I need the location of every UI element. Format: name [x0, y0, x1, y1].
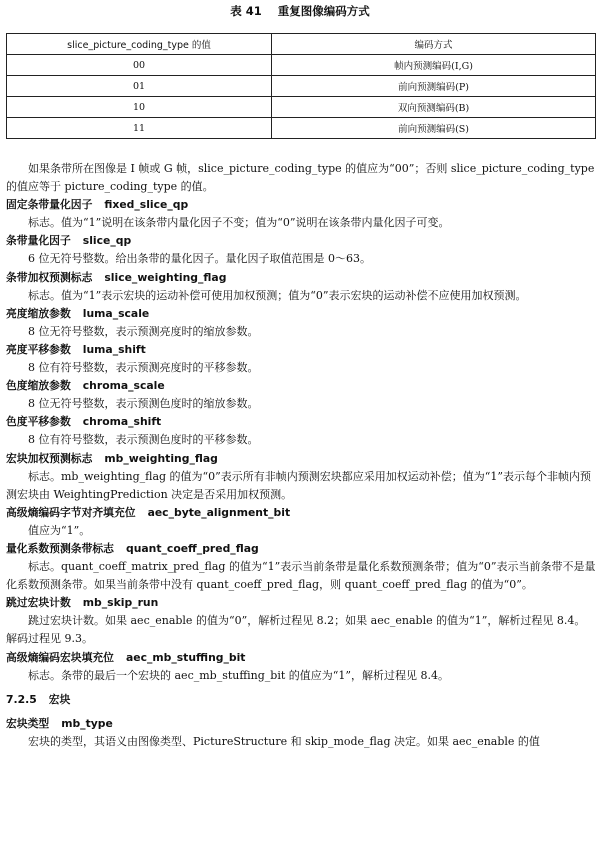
table-cell: 帧内预测编码(I,G) [272, 55, 596, 76]
header-coding-mode: 编码方式 [272, 34, 596, 55]
heading-zh: 宏块加权预测标志 [6, 451, 93, 465]
coding-type-table [6, 33, 596, 139]
heading-slice-weighting-flag [6, 269, 596, 287]
heading-en: luma_shift [82, 342, 146, 356]
table-row [7, 76, 596, 97]
heading-chroma-shift [6, 413, 596, 431]
table-row [7, 97, 596, 118]
heading-en: aec_byte_alignment_bit [147, 505, 291, 519]
paragraph-chroma-scale: 8 位无符号整数，表示预测色度时的缩放参数。 [28, 397, 259, 411]
heading-en: chroma_scale [82, 379, 165, 393]
section-number: 7.2.5 [6, 692, 37, 706]
heading-en: mb_skip_run [82, 596, 159, 610]
paragraph-luma-shift: 8 位有符号整数，表示预测亮度时的平移参数。 [28, 361, 259, 375]
heading-en: quant_coeff_pred_flag [125, 541, 259, 555]
heading-chroma-scale [6, 377, 596, 395]
paragraph-mb-type: 宏块的类型，其语义由图像类型、PictureStructure 和 skip_mode_flag 决定。如果 aec_enable 的值 [28, 734, 540, 748]
heading-luma-shift [6, 341, 596, 359]
heading-luma-scale [6, 305, 596, 323]
paragraph-slice-weighting-flag: 标志。值为“1”表示宏块的运动补偿可使用加权预测；值为“0”表示宏块的运动补偿不应使用加权预测。 [28, 288, 527, 302]
table-cell: 前向预测编码(P) [272, 76, 596, 97]
table-row [7, 118, 596, 139]
paragraph-aec-byte-alignment: 值应为“1”。 [28, 523, 91, 537]
header-value: slice_picture_coding_type 的值 [7, 34, 272, 55]
heading-zh: 亮度平移参数 [6, 342, 71, 356]
heading-zh: 量化系数预测条带标志 [6, 541, 114, 555]
paragraph-slice-qp: 6 位无符号整数。给出条带的量化因子。量化因子取值范围是 0～63。 [28, 252, 371, 266]
heading-en: slice_qp [82, 234, 132, 248]
heading-mb-skip-run [6, 594, 596, 612]
paragraph-quant-coeff-pred-flag: 标志。quant_coeff_matrix_pred_flag 的值为“1”表示当前条带是量化系数预测条带；值为“0”表示当前条带不是量化系数预测条带。如果当前条带中没有 quant_coeff_pred_flag，则 quant_coeff_pred_flag 的值为“0”。 [6, 560, 596, 592]
paragraph-luma-scale: 8 位无符号整数，表示预测亮度时的缩放参数。 [28, 324, 259, 338]
table-number: 表 41 [230, 4, 262, 18]
heading-zh: 固定条带量化因子 [6, 198, 93, 212]
heading-en: mb_weighting_flag [104, 451, 218, 465]
heading-mb-weighting-flag [6, 450, 596, 468]
heading-quant-coeff-pred-flag [6, 540, 596, 558]
heading-en: slice_weighting_flag [104, 270, 227, 284]
table-title: 重复图像编码方式 [277, 4, 370, 18]
table-cell: 01 [7, 76, 272, 97]
paragraph-aec-mb-stuffing: 标志。条带的最后一个宏块的 aec_mb_stuffing_bit 的值应为“1”，解析过程见 8.4。 [28, 668, 450, 682]
heading-zh: 色度缩放参数 [6, 379, 71, 393]
table-cell: 10 [7, 97, 272, 118]
section-heading-macroblock [6, 691, 596, 709]
table-cell: 00 [7, 55, 272, 76]
table-caption [0, 3, 600, 19]
paragraph-mb-weighting-flag: 标志。mb_weighting_flag 的值为“0”表示所有非帧内预测宏块都应采用加权运动补偿；值为“1”表示每个非帧内预测宏块由 WeightingPrediction 决定是否采用加权预测。 [6, 469, 592, 501]
section-title: 宏块 [48, 692, 71, 706]
paragraph-fixed-slice-qp: 标志。值为“1”说明在该条带内量化因子不变；值为“0”说明在该条带内量化因子可变。 [28, 216, 450, 230]
paragraph-chroma-shift: 8 位有符号整数，表示预测色度时的平移参数。 [28, 433, 259, 447]
heading-zh: 高级熵编码字节对齐填充位 [6, 505, 136, 519]
heading-zh: 条带加权预测标志 [6, 270, 93, 284]
heading-aec-mb-stuffing [6, 649, 596, 667]
table-header-row [7, 34, 596, 55]
heading-zh: 跳过宏块计数 [6, 596, 71, 610]
heading-en: chroma_shift [82, 415, 162, 429]
intro-paragraph: 如果条带所在图像是 I 帧或 G 帧，slice_picture_coding_type 的值应为“00”；否则 slice_picture_coding_type 的值应等于 picture_coding_type 的值。 [6, 162, 595, 194]
heading-zh: 条带量化因子 [6, 234, 71, 248]
heading-zh: 色度平移参数 [6, 415, 71, 429]
table-cell: 双向预测编码(B) [272, 97, 596, 118]
heading-fixed-slice-qp [6, 196, 596, 214]
heading-en: luma_scale [82, 306, 150, 320]
paragraph-mb-skip-run: 跳过宏块计数。如果 aec_enable 的值为“0”，解析过程见 8.2；如果 aec_enable 的值为“1”，解析过程见 8.4。解码过程见 9.3。 [6, 614, 586, 646]
document-body [6, 160, 596, 751]
heading-mb-type [6, 715, 596, 733]
heading-en: fixed_slice_qp [104, 198, 189, 212]
heading-zh: 高级熵编码宏块填充位 [6, 650, 114, 664]
heading-zh: 宏块类型 [6, 716, 50, 730]
heading-aec-byte-alignment [6, 504, 596, 522]
heading-slice-qp [6, 232, 596, 250]
heading-en: aec_mb_stuffing_bit [125, 650, 246, 664]
heading-zh: 亮度缩放参数 [6, 306, 71, 320]
heading-en: mb_type [61, 716, 113, 730]
table-row [7, 55, 596, 76]
table-cell: 前向预测编码(S) [272, 118, 596, 139]
table-cell: 11 [7, 118, 272, 139]
